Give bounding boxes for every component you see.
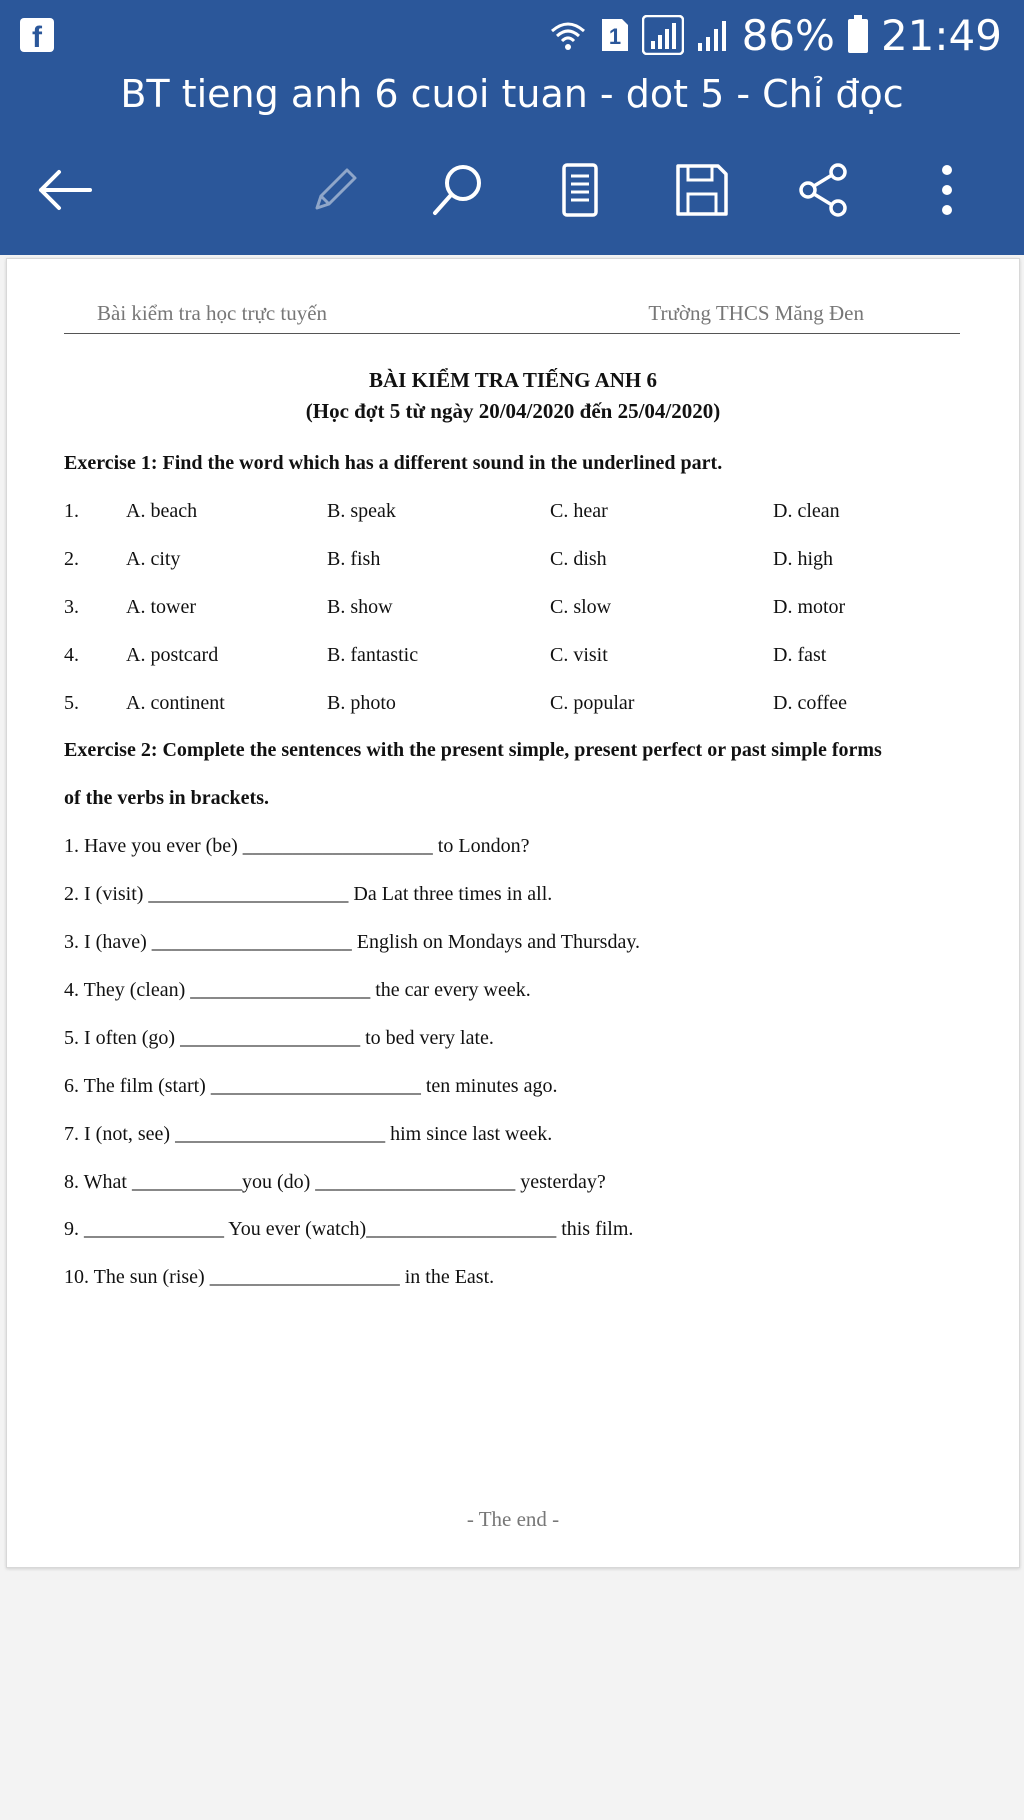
- exercise2-sentence: 10. The sun (rise) ___________________ in the East.: [64, 1266, 495, 1288]
- option-c: C. dish: [550, 548, 607, 570]
- search-icon[interactable]: [423, 155, 493, 225]
- option-b: B. speak: [327, 500, 396, 522]
- question-row: [64, 692, 964, 722]
- page-header: [64, 301, 960, 334]
- question-number: 5.: [64, 692, 79, 714]
- question-row: [64, 596, 964, 626]
- signal-icon-2: [696, 17, 730, 53]
- status-icons: [548, 8, 1002, 62]
- battery-icon: [847, 15, 869, 55]
- exercise2-sentence: 8. What ___________you (do) ____________________ yesterday?: [64, 1171, 606, 1193]
- document-footer: - The end -: [466, 1507, 560, 1531]
- option-a: A. city: [126, 548, 181, 570]
- signal-icon: [642, 15, 684, 55]
- exercise2-sentence: 2. I (visit) ____________________ Da Lat three times in all.: [64, 883, 553, 905]
- more-vert-icon[interactable]: [912, 155, 982, 225]
- option-c: C. slow: [550, 596, 612, 618]
- exercise2-heading-line2: of the verbs in brackets.: [64, 787, 269, 809]
- question-number: 4.: [64, 644, 79, 666]
- exercise2-sentence: 9. ______________ You ever (watch)___________________ this film.: [64, 1218, 634, 1240]
- title-line-1: BÀI KIỂM TRA TIẾNG ANH 6: [368, 368, 658, 392]
- exercise2-sentence: 7. I (not, see) _____________________ him since last week.: [64, 1123, 553, 1145]
- save-icon[interactable]: [667, 155, 737, 225]
- option-d: D. motor: [773, 596, 846, 618]
- question-row: [64, 644, 964, 674]
- question-number: 2.: [64, 548, 79, 570]
- option-b: B. show: [327, 596, 393, 618]
- status-bar: [0, 0, 1024, 70]
- header-left: Bài kiểm tra học trực tuyến: [97, 301, 328, 325]
- wifi-icon: [548, 17, 588, 53]
- option-c: C. visit: [550, 644, 608, 666]
- title-line-2: (Học đợt 5 từ ngày 20/04/2020 đến 25/04/2020): [305, 399, 721, 423]
- question-row: [64, 548, 964, 578]
- option-a: A. postcard: [126, 644, 219, 666]
- question-number: 1.: [64, 500, 79, 522]
- page-title: [7, 365, 1019, 427]
- exercise2-sentence: 6. The film (start) _____________________ ten minutes ago.: [64, 1075, 558, 1097]
- option-a: A. continent: [126, 692, 225, 714]
- exercise2-heading-line1: Exercise 2: Complete the sentences with the present simple, present perfect or past simple forms: [64, 739, 882, 761]
- option-b: B. fish: [327, 548, 381, 570]
- exercise2-sentence: 4. They (clean) __________________ the car every week.: [64, 979, 531, 1001]
- option-a: A. beach: [126, 500, 198, 522]
- question-row: [64, 500, 964, 530]
- option-b: B. fantastic: [327, 644, 419, 666]
- edit-pencil-icon[interactable]: [300, 155, 370, 225]
- document-title-bar: BT tieng anh 6 cuoi tuan - dot 5 - Chỉ đọc: [120, 72, 904, 116]
- question-number: 3.: [64, 596, 79, 618]
- exercise2-sentence: 1. Have you ever (be) ___________________ to London?: [64, 835, 530, 857]
- option-b: B. photo: [327, 692, 396, 714]
- facebook-icon: f: [20, 18, 54, 52]
- reading-view-icon[interactable]: [545, 155, 615, 225]
- sim-label: 1: [608, 24, 621, 49]
- sim-icon: [600, 17, 630, 53]
- back-arrow-icon[interactable]: [30, 155, 100, 225]
- option-d: D. clean: [773, 500, 840, 522]
- toolbar: [0, 155, 1024, 225]
- header-right: Trường THCS Măng Đen: [648, 301, 864, 325]
- app-header: [0, 0, 1024, 255]
- exercise2-sentence: 5. I often (go) __________________ to bed very late.: [64, 1027, 494, 1049]
- exercise1-heading: Exercise 1: Find the word which has a different sound in the underlined part.: [64, 452, 723, 474]
- battery-percent: 86%: [741, 10, 835, 60]
- share-icon[interactable]: [789, 155, 859, 225]
- option-d: D. high: [773, 548, 833, 570]
- exercise2-sentence: 3. I (have) ____________________ English on Mondays and Thursday.: [64, 931, 641, 953]
- option-a: A. tower: [126, 596, 196, 618]
- document-page[interactable]: [6, 258, 1020, 1568]
- option-d: D. coffee: [773, 692, 848, 714]
- option-c: C. hear: [550, 500, 608, 522]
- option-c: C. popular: [550, 692, 635, 714]
- option-d: D. fast: [773, 644, 827, 666]
- clock: 21:49: [880, 10, 1002, 60]
